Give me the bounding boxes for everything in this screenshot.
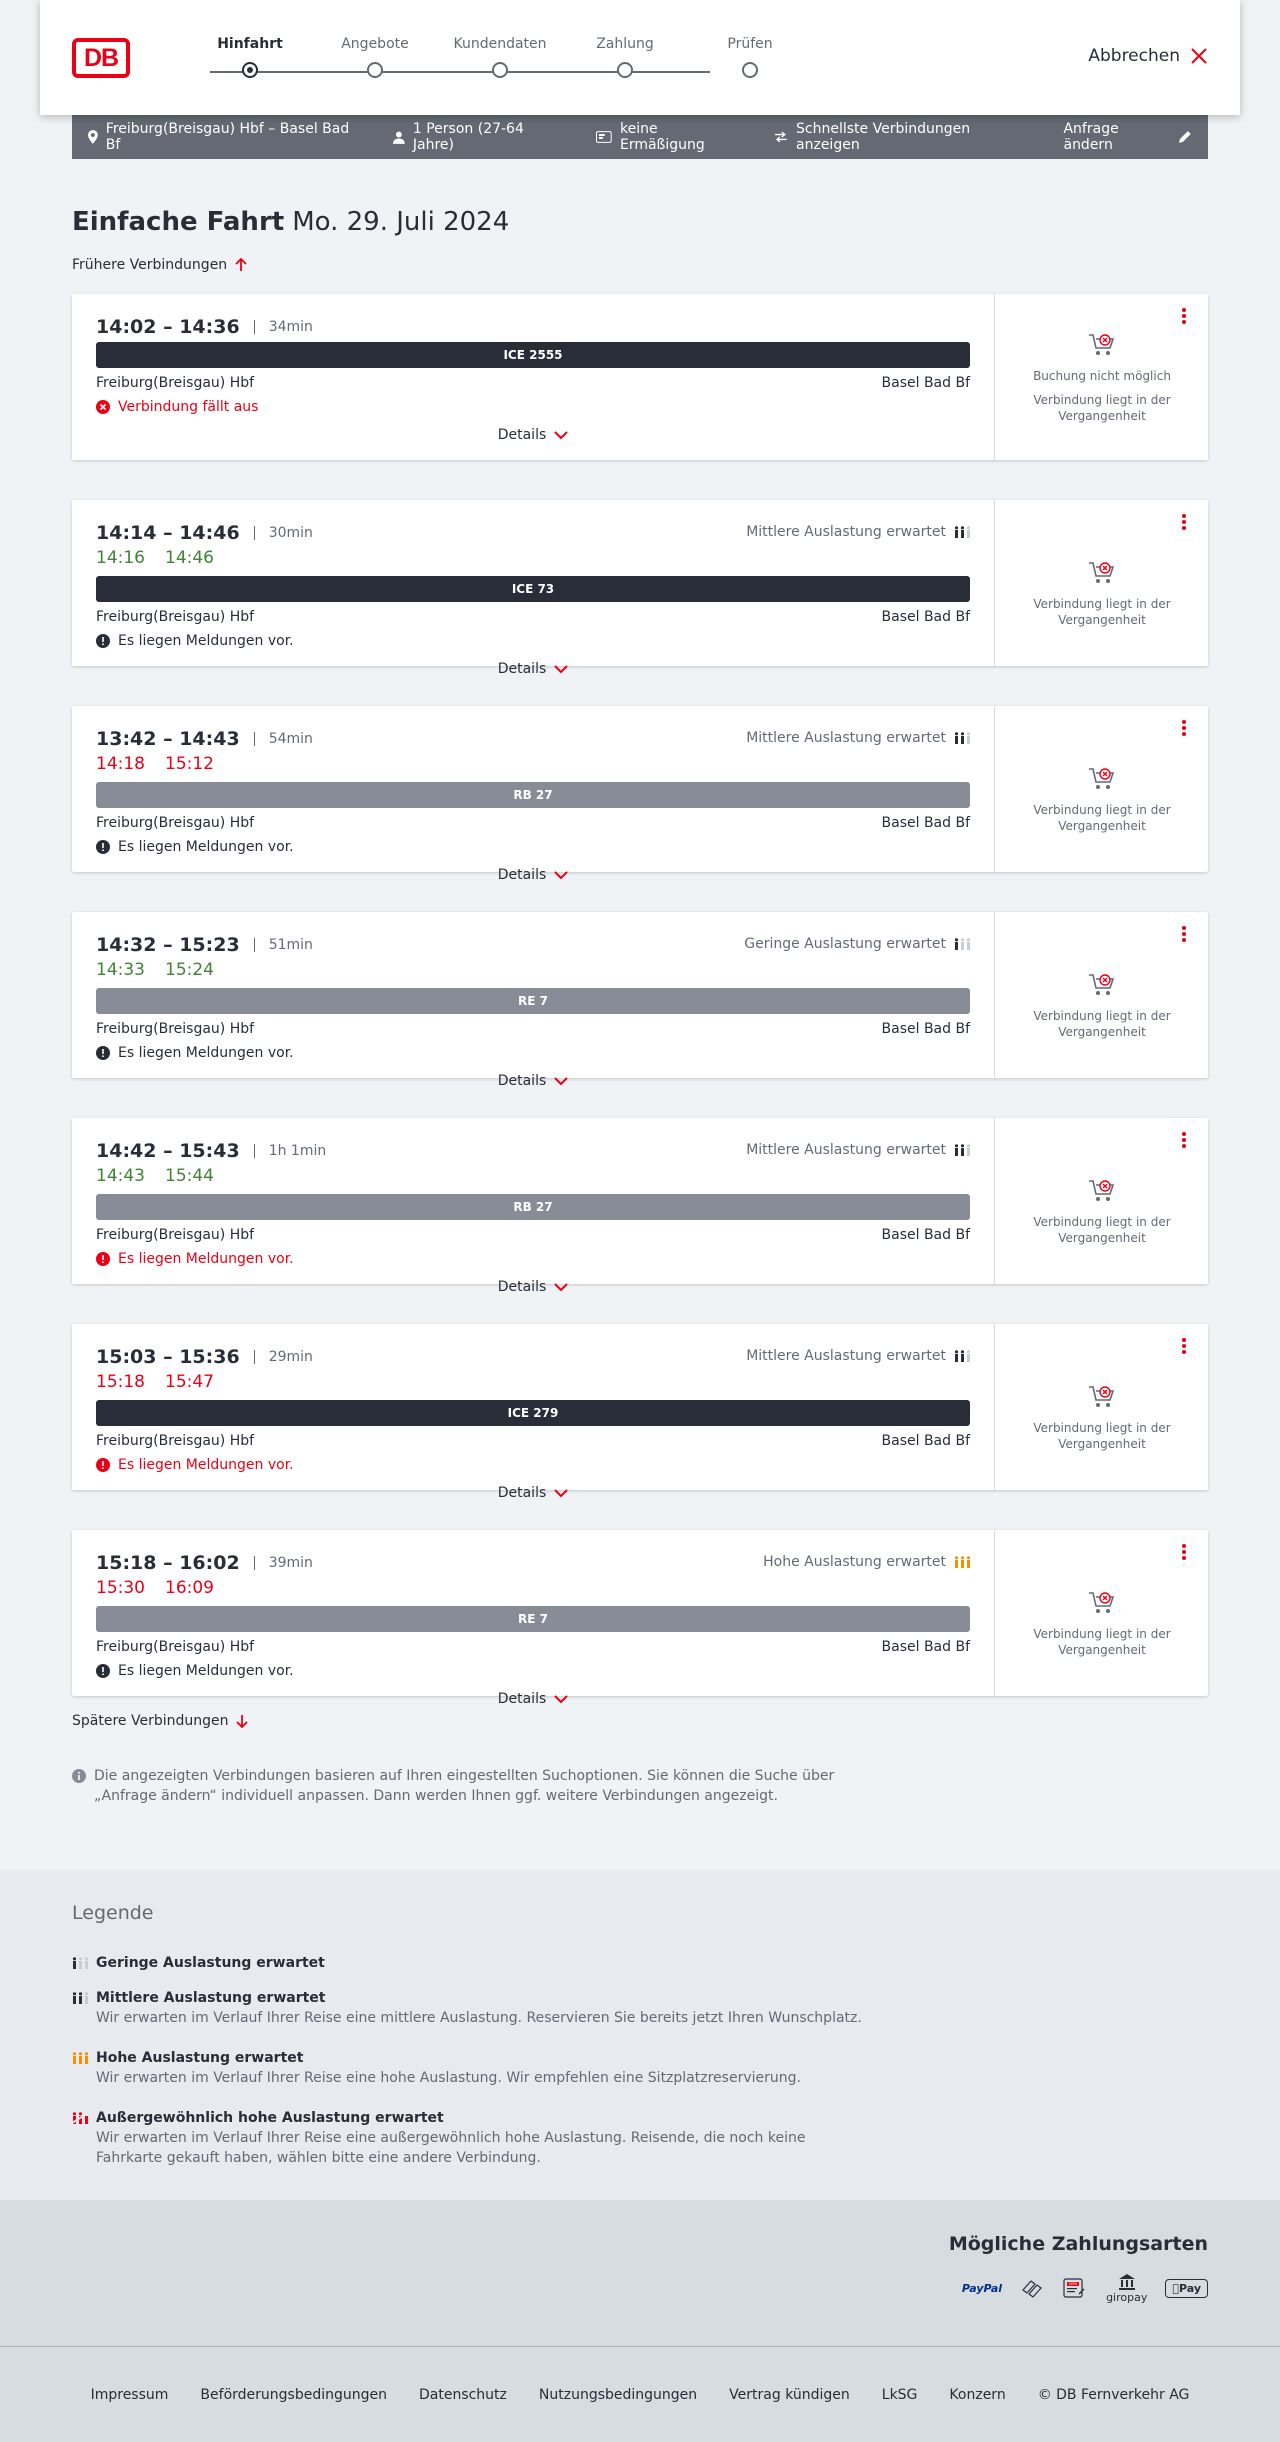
destination-station: Basel Bad Bf — [881, 609, 970, 625]
realtime-arrival: 16:09 — [165, 1578, 214, 1598]
planned-times: 14:42 – 15:43 — [96, 1140, 240, 1162]
footer — [0, 2346, 1280, 2442]
connection-message — [96, 399, 258, 415]
more-options-icon[interactable] — [1176, 1130, 1192, 1150]
swap-arrows-icon — [774, 131, 788, 143]
booking-status — [995, 1384, 1209, 1452]
realtime-arrival: 15:44 — [165, 1166, 214, 1186]
edit-query-label: Anfrage ändern — [1063, 121, 1119, 153]
legend-title: Legende — [72, 1902, 154, 1924]
past-connection-text: Verbindung liegt in der Vergangenheit — [1033, 1009, 1171, 1039]
legend-item-desc: Wir erwarten im Verlauf Ihrer Reise eine hohe Auslastung. Wir empfehlen eine Sitzplatzreservierung. — [96, 2070, 801, 2086]
apple-pay-icon — [1165, 2279, 1208, 2298]
booking-panel — [994, 1324, 1208, 1490]
credit-card-icon — [1020, 2276, 1044, 2300]
realtime-times — [96, 1578, 214, 1598]
page-title — [72, 207, 509, 237]
footer-link-lksg[interactable]: LkSG — [881, 2387, 918, 2403]
details-toggle[interactable] — [72, 661, 994, 677]
details-toggle[interactable] — [72, 867, 994, 883]
search-info — [72, 1766, 852, 1806]
origin-station: Freiburg(Breisgau) Hbf — [96, 1433, 255, 1449]
stations — [96, 375, 970, 391]
db-logo[interactable]: DB — [72, 38, 130, 78]
more-options-icon[interactable] — [1176, 718, 1192, 738]
duration: 1h 1min — [254, 1144, 327, 1158]
legend-item-desc: Wir erwarten im Verlauf Ihrer Reise eine außergewöhnlich hohe Auslastung. Reisende, die noch keine Fahrkarte gekauft haben, wählen bitte eine andere Verbindung. — [96, 2130, 806, 2166]
medium-load-icon — [954, 732, 970, 744]
legend-item-title: Geringe Auslastung erwartet — [96, 1955, 325, 1971]
warning-icon — [96, 840, 110, 854]
realtime-times — [96, 754, 214, 774]
realtime-departure: 15:18 — [96, 1372, 145, 1392]
query-route — [88, 121, 363, 153]
connection-message — [96, 1663, 294, 1679]
legend-item-title: Hohe Auslastung erwartet — [96, 2050, 304, 2066]
connection-main — [72, 1118, 994, 1295]
booking-status — [995, 766, 1209, 834]
more-options-icon[interactable] — [1176, 306, 1192, 326]
message-text: Es liegen Meldungen vor. — [118, 1045, 294, 1061]
route-text: Freiburg(Breisgau) Hbf – Basel Bad Bf — [105, 121, 350, 153]
booking-panel — [994, 706, 1208, 872]
past-connection-text: Verbindung liegt in der Vergangenheit — [1033, 597, 1171, 627]
arrow-up-icon — [235, 258, 247, 272]
medium-load-icon — [954, 1350, 970, 1362]
booking-status — [995, 1590, 1209, 1658]
bahncard-icon — [596, 131, 612, 143]
page-title-date: Mo. 29. Juli 2024 — [292, 207, 510, 237]
query-option — [774, 121, 1033, 153]
connection-times — [96, 1552, 313, 1574]
step-label: Zahlung — [596, 36, 654, 52]
origin-station: Freiburg(Breisgau) Hbf — [96, 609, 255, 625]
discount-text: keine Ermäßigung — [619, 121, 705, 153]
very-high-load-icon — [72, 2112, 88, 2124]
chevron-down-icon — [554, 1283, 568, 1292]
step-label: Angebote — [341, 36, 409, 52]
close-icon — [1190, 47, 1208, 65]
details-label: Details — [497, 1485, 547, 1501]
realtime-arrival: 15:24 — [165, 960, 214, 980]
step-angebote — [305, 34, 445, 78]
realtime-departure: 14:16 — [96, 548, 145, 568]
destination-station: Basel Bad Bf — [881, 815, 970, 831]
query-discount — [596, 121, 744, 153]
train-bar[interactable]: ICE 73 — [96, 576, 970, 602]
legend-item-very-high — [72, 2108, 872, 2168]
origin-station: Freiburg(Breisgau) Hbf — [96, 375, 255, 391]
giropay-building-icon — [1117, 2273, 1137, 2291]
step-kundendaten — [430, 34, 570, 78]
details-label: Details — [497, 427, 547, 443]
realtime-departure: 15:30 — [96, 1578, 145, 1598]
pencil-icon — [1178, 130, 1192, 144]
footer-links — [0, 2387, 1280, 2403]
footer-link-nutzungsbedingungen[interactable]: Nutzungsbedingungen — [538, 2387, 698, 2403]
load-text: Hohe Auslastung erwartet — [763, 1554, 946, 1570]
connection-main — [72, 294, 994, 460]
planned-times: 15:03 – 15:36 — [96, 1346, 240, 1368]
realtime-arrival: 15:12 — [165, 754, 214, 774]
load-indicator — [746, 730, 970, 746]
planned-times: 14:02 – 14:36 — [96, 316, 240, 338]
details-label: Details — [497, 661, 547, 677]
chevron-down-icon — [554, 871, 568, 880]
query-bar — [72, 115, 1208, 159]
load-indicator — [763, 1554, 970, 1570]
footer-link-befoerderungsbedingungen[interactable]: Beförderungsbedingungen — [200, 2387, 387, 2403]
connection-message — [96, 1045, 294, 1061]
payment-icons — [962, 2273, 1208, 2303]
chevron-down-icon — [554, 665, 568, 674]
duration: 39min — [254, 1556, 313, 1570]
details-toggle[interactable] — [72, 1073, 994, 1089]
step-hinfahrt — [180, 34, 320, 78]
realtime-departure: 14:18 — [96, 754, 145, 774]
legend-item-medium — [72, 1988, 872, 2028]
booking-status — [995, 972, 1209, 1040]
warning-icon — [96, 1046, 110, 1060]
booking-panel — [994, 500, 1208, 666]
connection-card[interactable] — [72, 294, 1208, 460]
legend — [0, 1870, 1280, 2200]
planned-times: 15:18 – 16:02 — [96, 1552, 240, 1574]
past-connection-text: Verbindung liegt in der Vergangenheit — [1033, 803, 1171, 833]
cart-unavailable-icon — [1088, 1384, 1116, 1410]
stations — [96, 1021, 970, 1037]
cancel-label: Abbrechen — [1088, 46, 1180, 66]
step-label: Hinfahrt — [217, 36, 283, 52]
realtime-arrival: 14:46 — [165, 548, 214, 568]
connection-times — [96, 1346, 313, 1368]
details-toggle[interactable] — [72, 1485, 994, 1501]
connection-message — [96, 839, 294, 855]
location-pin-icon — [88, 130, 98, 144]
details-toggle[interactable] — [72, 427, 994, 443]
footer-link-datenschutz[interactable]: Datenschutz — [418, 2387, 507, 2403]
planned-times: 14:14 – 14:46 — [96, 522, 240, 544]
load-text: Geringe Auslastung erwartet — [744, 936, 946, 952]
connection-main — [72, 1530, 994, 1707]
booking-panel — [994, 912, 1208, 1078]
booking-status — [995, 560, 1209, 628]
connection-card[interactable] — [72, 706, 1208, 883]
booking-panel — [994, 1530, 1208, 1696]
details-label: Details — [497, 1691, 547, 1707]
duration: 29min — [254, 1350, 313, 1364]
realtime-arrival: 15:47 — [165, 1372, 214, 1392]
load-text: Mittlere Auslastung erwartet — [746, 1142, 946, 1158]
warning-icon — [96, 634, 110, 648]
earlier-label: Frühere Verbindungen — [72, 257, 228, 273]
message-text: Es liegen Meldungen vor. — [118, 1663, 294, 1679]
later-label: Spätere Verbindungen — [72, 1713, 229, 1729]
step-dot — [617, 62, 633, 78]
earlier-connections-link[interactable] — [72, 257, 247, 273]
duration: 54min — [254, 732, 313, 746]
cancelled-icon — [96, 400, 110, 414]
cart-unavailable-icon — [1088, 972, 1116, 998]
legend-item-title: Außergewöhnlich hohe Auslastung erwartet — [96, 2110, 444, 2126]
edit-query-button[interactable] — [1063, 121, 1192, 153]
booking-unavailable-text: Buchung nicht möglich — [1033, 369, 1171, 383]
step-dot — [367, 62, 383, 78]
high-load-icon — [954, 1556, 970, 1568]
duration: 51min — [254, 938, 313, 952]
load-indicator — [746, 524, 970, 540]
chevron-down-icon — [554, 1077, 568, 1086]
cart-unavailable-icon — [1088, 1590, 1116, 1616]
destination-station: Basel Bad Bf — [881, 1433, 970, 1449]
load-text: Mittlere Auslastung erwartet — [746, 730, 946, 746]
load-text: Mittlere Auslastung erwartet — [746, 1348, 946, 1364]
person-icon — [393, 131, 405, 144]
legend-item-low — [72, 1953, 872, 1973]
load-indicator — [746, 1348, 970, 1364]
details-toggle[interactable] — [72, 1279, 994, 1295]
origin-station: Freiburg(Breisgau) Hbf — [96, 1639, 255, 1655]
footer-link-impressum[interactable]: Impressum — [90, 2387, 169, 2403]
connection-main — [72, 912, 994, 1089]
more-options-icon[interactable] — [1176, 1336, 1192, 1356]
payment-section — [0, 2200, 1280, 2346]
realtime-departure: 14:33 — [96, 960, 145, 980]
arrow-down-icon — [236, 1714, 248, 1728]
cart-unavailable-icon — [1088, 332, 1116, 358]
apple-glyph — [1172, 2282, 1179, 2295]
destination-station: Basel Bad Bf — [881, 1639, 970, 1655]
connection-card[interactable] — [72, 912, 1208, 1089]
stations — [96, 609, 970, 625]
option-text: Schnellste Verbindungen anzeigen — [796, 121, 971, 153]
chevron-down-icon — [554, 1489, 568, 1498]
cart-unavailable-icon — [1088, 766, 1116, 792]
message-text: Es liegen Meldungen vor. — [118, 1251, 294, 1267]
sepa-label: SEPA — [1068, 2282, 1078, 2287]
train-bar[interactable]: RE 7 — [96, 1606, 970, 1632]
payment-title: Mögliche Zahlungsarten — [948, 2233, 1208, 2255]
details-toggle[interactable] — [72, 1691, 994, 1707]
planned-times: 13:42 – 14:43 — [96, 728, 240, 750]
connection-main — [72, 706, 994, 883]
passengers-text: 1 Person (27-64 Jahre) — [412, 121, 524, 153]
booking-status — [995, 1178, 1209, 1246]
low-load-icon — [954, 938, 970, 950]
booking-panel — [994, 1118, 1208, 1284]
origin-station: Freiburg(Breisgau) Hbf — [96, 815, 255, 831]
load-indicator — [744, 936, 970, 952]
train-bar[interactable]: ICE 2555 — [96, 342, 970, 368]
realtime-departure: 14:43 — [96, 1166, 145, 1186]
step-dot — [242, 62, 258, 78]
paypal-icon: PayPal — [961, 2281, 1003, 2295]
connection-card[interactable] — [72, 1118, 1208, 1295]
cancel-button[interactable] — [1088, 46, 1208, 66]
connection-main — [72, 500, 994, 677]
destination-station: Basel Bad Bf — [881, 1227, 970, 1243]
step-label: Kundendaten — [453, 36, 547, 52]
connection-main — [72, 1324, 994, 1501]
later-connections-link[interactable] — [72, 1713, 248, 1729]
low-load-icon — [72, 1957, 88, 1969]
medium-load-icon — [954, 1144, 970, 1156]
details-label: Details — [497, 867, 547, 883]
booking-panel — [994, 294, 1208, 460]
past-connection-text: Verbindung liegt in der Vergangenheit — [1033, 1627, 1171, 1657]
past-connection-text: Verbindung liegt in der Vergangenheit — [1033, 393, 1171, 423]
high-load-icon — [72, 2052, 88, 2064]
connection-times — [96, 316, 313, 338]
stations — [96, 1433, 970, 1449]
more-options-icon[interactable] — [1176, 1542, 1192, 1562]
warning-icon — [96, 1252, 110, 1266]
legend-item-high — [72, 2048, 872, 2088]
stations — [96, 1227, 970, 1243]
train-bar[interactable]: RB 27 — [96, 782, 970, 808]
load-text: Mittlere Auslastung erwartet — [746, 524, 946, 540]
step-pruefen — [680, 34, 820, 78]
realtime-times — [96, 548, 214, 568]
connection-message — [96, 1457, 294, 1473]
step-dot — [492, 62, 508, 78]
giropay-label: giropay — [1106, 2291, 1148, 2304]
warning-icon — [96, 1458, 110, 1472]
more-options-icon[interactable] — [1176, 924, 1192, 944]
chevron-down-icon — [554, 431, 568, 440]
message-text: Es liegen Meldungen vor. — [118, 633, 294, 649]
connection-card[interactable] — [72, 1530, 1208, 1707]
booking-status — [995, 332, 1209, 424]
realtime-times — [96, 1166, 214, 1186]
info-text: Die angezeigten Verbindungen basieren auf Ihren eingestellten Suchoptionen. Sie können die Suche über „Anfrage ändern“ individuell anpassen. Dann werden Ihnen ggf. weitere Verbindungen angezeigt. — [94, 1768, 835, 1804]
realtime-times — [96, 960, 214, 980]
more-options-icon[interactable] — [1176, 512, 1192, 532]
connection-times — [96, 934, 313, 956]
info-icon — [72, 1769, 86, 1783]
origin-station: Freiburg(Breisgau) Hbf — [96, 1227, 255, 1243]
connection-times — [96, 522, 313, 544]
connection-card[interactable] — [72, 1324, 1208, 1501]
duration: 30min — [254, 526, 313, 540]
connection-message — [96, 1251, 294, 1267]
query-passengers — [393, 121, 566, 153]
footer-copyright: © DB Fernverkehr AG — [1037, 2387, 1190, 2403]
destination-station: Basel Bad Bf — [881, 1021, 970, 1037]
page-title-trip: Einfache Fahrt — [72, 207, 285, 237]
connection-times — [96, 728, 313, 750]
chevron-down-icon — [554, 1695, 568, 1704]
details-label: Details — [497, 1279, 547, 1295]
planned-times: 14:32 – 15:23 — [96, 934, 240, 956]
train-bar[interactable]: RE 7 — [96, 988, 970, 1014]
giropay-icon — [1106, 2273, 1147, 2303]
cart-unavailable-icon — [1088, 560, 1116, 586]
past-connection-text: Verbindung liegt in der Vergangenheit — [1033, 1421, 1171, 1451]
past-connection-text: Verbindung liegt in der Vergangenheit — [1033, 1215, 1171, 1245]
message-text: Verbindung fällt aus — [118, 399, 259, 415]
load-indicator — [746, 1142, 970, 1158]
medium-load-icon — [954, 526, 970, 538]
medium-load-icon — [72, 1992, 88, 2004]
connection-times — [96, 1140, 326, 1162]
step-zahlung — [555, 34, 695, 78]
train-bar[interactable]: RB 27 — [96, 1194, 970, 1220]
connection-message — [96, 633, 294, 649]
origin-station: Freiburg(Breisgau) Hbf — [96, 1021, 255, 1037]
footer-link-vertrag-kuendigen[interactable]: Vertrag kündigen — [729, 2387, 850, 2403]
destination-station: Basel Bad Bf — [881, 375, 970, 391]
step-dot — [742, 62, 758, 78]
message-text: Es liegen Meldungen vor. — [118, 1457, 294, 1473]
step-label: Prüfen — [727, 36, 773, 52]
duration: 34min — [254, 320, 313, 334]
train-bar[interactable]: ICE 279 — [96, 1400, 970, 1426]
details-label: Details — [497, 1073, 547, 1089]
cart-unavailable-icon — [1088, 1178, 1116, 1204]
realtime-times — [96, 1372, 214, 1392]
connection-card[interactable] — [72, 500, 1208, 677]
warning-icon — [96, 1664, 110, 1678]
header — [40, 0, 1240, 115]
sepa-icon — [1062, 2276, 1088, 2300]
message-text: Es liegen Meldungen vor. — [118, 839, 294, 855]
apple-pay-label: Pay — [1178, 2281, 1201, 2295]
stations — [96, 815, 970, 831]
stations — [96, 1639, 970, 1655]
footer-link-konzern[interactable]: Konzern — [949, 2387, 1006, 2403]
legend-item-desc: Wir erwarten im Verlauf Ihrer Reise eine mittlere Auslastung. Reservieren Sie bereits jetzt Ihren Wunschplatz. — [96, 2010, 862, 2026]
legend-item-title: Mittlere Auslastung erwartet — [96, 1990, 326, 2006]
